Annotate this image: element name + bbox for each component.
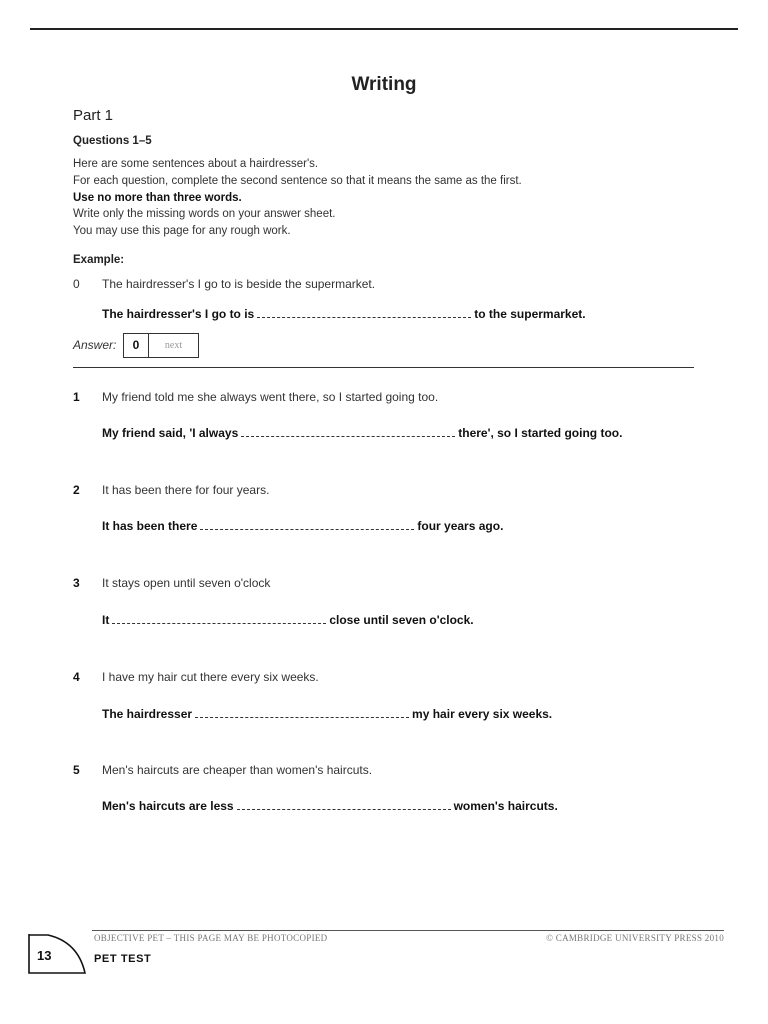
- answer-gap: [195, 707, 409, 718]
- rewrite-before: Men's haircuts are less: [102, 799, 234, 813]
- instructions: [73, 156, 522, 240]
- part-heading: Part 1: [73, 107, 114, 124]
- instruction-line-emphasis: Use no more than three words.: [73, 191, 242, 204]
- questions-range: Questions 1–5: [73, 135, 152, 147]
- footer-copyright-notice: OBJECTIVE PET – THIS PAGE MAY BE PHOTOCOPIED: [94, 933, 328, 943]
- original-sentence: It stays open until seven o'clock: [102, 576, 271, 590]
- example-number: 0: [73, 277, 80, 291]
- question-number: 1: [73, 390, 80, 404]
- rewrite-after: four years ago.: [417, 519, 504, 533]
- footer-section-name: PET TEST: [94, 953, 152, 965]
- rewrite-before: The hairdresser: [102, 707, 193, 721]
- example-original-sentence: The hairdresser's I go to is beside the supermarket.: [102, 277, 376, 291]
- original-sentence: Men's haircuts are cheaper than women's haircuts.: [102, 763, 373, 777]
- rewrite-sentence: [102, 613, 474, 627]
- rewrite-sentence: [102, 426, 622, 440]
- answer-label: Answer:: [73, 338, 117, 352]
- example-label: Example:: [73, 254, 125, 266]
- page-title: Writing: [351, 74, 417, 95]
- answer-box-value: next: [164, 340, 183, 351]
- rewrite-after: to the supermarket.: [474, 307, 586, 321]
- question-number: 2: [73, 483, 80, 497]
- answer-gap: [257, 307, 471, 318]
- answer-box: [123, 333, 199, 358]
- top-rule: [30, 28, 738, 30]
- example-rewrite-sentence: [102, 307, 586, 321]
- rewrite-before: It: [102, 613, 110, 627]
- question-number: 4: [73, 670, 80, 684]
- instruction-line: Here are some sentences about a hairdresser's.: [73, 158, 319, 170]
- instruction-line: Write only the missing words on your answer sheet.: [73, 208, 336, 221]
- answer-gap: [237, 799, 451, 810]
- rewrite-after: my hair every six weeks.: [412, 707, 553, 721]
- question-number: 5: [73, 763, 80, 777]
- rewrite-before: The hairdresser's I go to is: [102, 307, 255, 321]
- instruction-line: For each question, complete the second sentence so that it means the same as the first.: [73, 174, 522, 187]
- page-number: 13: [37, 948, 52, 963]
- rewrite-before: It has been there: [102, 519, 198, 533]
- original-sentence: I have my hair cut there every six weeks.: [102, 670, 319, 684]
- rewrite-before: My friend said, 'I always: [102, 426, 239, 440]
- original-sentence: It has been there for four years.: [102, 483, 270, 497]
- rewrite-after: close until seven o'clock.: [329, 613, 474, 627]
- answer-gap: [112, 613, 326, 624]
- instruction-line: You may use this page for any rough work.: [73, 225, 291, 238]
- answer-gap: [241, 426, 455, 437]
- rewrite-sentence: [102, 519, 503, 533]
- rewrite-sentence: [102, 799, 558, 813]
- section-divider: [73, 367, 694, 368]
- answer-gap: [200, 519, 414, 530]
- footer-rule: [92, 930, 724, 931]
- original-sentence: My friend told me she always went there, so I started going too.: [102, 390, 439, 404]
- rewrite-after: there', so I started going too.: [458, 426, 623, 440]
- answer-box-number: 0: [124, 334, 149, 357]
- rewrite-sentence: [102, 707, 552, 721]
- footer-publisher: © CAMBRIDGE UNIVERSITY PRESS 2010: [546, 933, 724, 943]
- question-number: 3: [73, 576, 80, 590]
- rewrite-after: women's haircuts.: [453, 799, 558, 813]
